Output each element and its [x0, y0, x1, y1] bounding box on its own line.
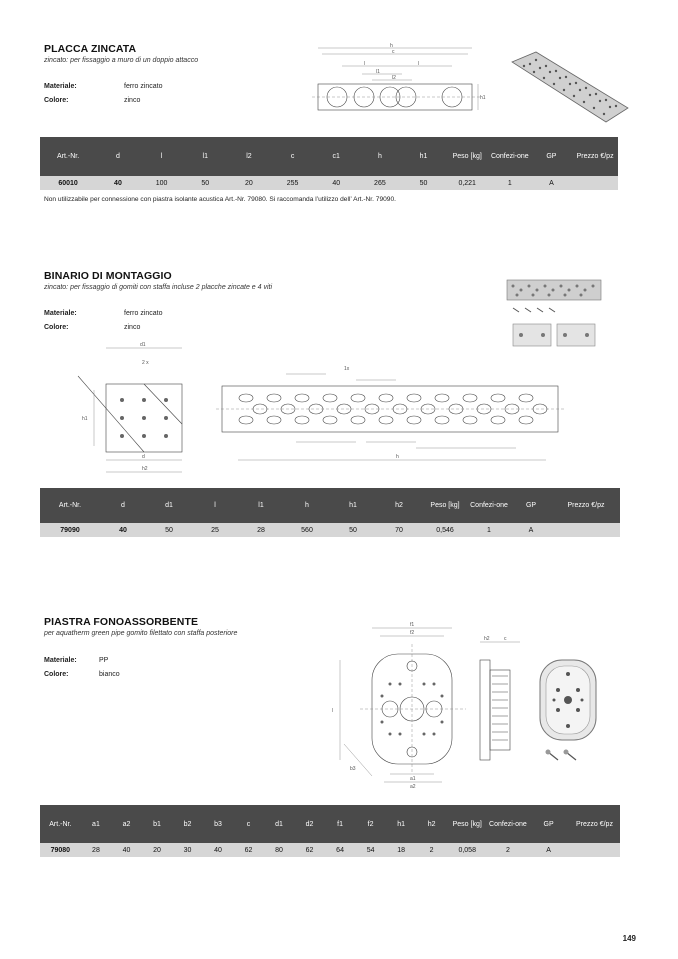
svg-text:l: l — [364, 61, 366, 67]
svg-text:1x: 1x — [344, 366, 350, 372]
spec-table-binario — [40, 488, 620, 537]
svg-text:a1: a1 — [410, 776, 416, 782]
page-number: 149 — [622, 934, 636, 943]
svg-text:d1: d1 — [140, 342, 146, 348]
spec-table-placca — [40, 137, 618, 190]
prop-color: Colore: bianco — [44, 671, 120, 678]
svg-text:h1: h1 — [82, 416, 88, 422]
piastra-product-image — [536, 656, 606, 768]
section-title: PIASTRA FONOASSORBENTE — [44, 616, 199, 628]
table-header-row: Art.-Nr. d d1 l l1 h h1 h2 Peso [kg] Confezi-one GP Prezzo €/pz — [40, 488, 620, 523]
table-row: 79090 40 50 25 28 560 50 70 0,546 1 A — [40, 523, 620, 537]
svg-text:l: l — [418, 61, 420, 67]
table-row: 60010 40 100 50 20 255 40 265 50 0,221 1 A — [40, 176, 618, 190]
table-row: 79080 28 40 20 30 40 62 80 62 64 54 18 2 0,058 2 A — [40, 843, 620, 857]
svg-text:c: c — [504, 636, 507, 642]
section-subtitle: per aquatherm green pipe gomito filettato con staffa posteriore — [44, 630, 238, 637]
binario-rail-drawing — [216, 360, 576, 470]
section-subtitle: zincato: per fissaggio a muro di un doppio attacco — [44, 57, 199, 64]
placca-product-image — [510, 50, 630, 125]
section-piastra-fonoassorbente — [44, 616, 237, 637]
prop-color: Colore: zinco — [44, 97, 141, 104]
prop-color: Colore: zinco — [44, 324, 141, 331]
table-header-row: Art.-Nr. a1 a2 b1 b2 b3 c d1 d2 f1 f2 h1 h2 Peso [kg] Confezi-one GP Prezzo €/pz — [40, 805, 620, 843]
svg-text:h1: h1 — [480, 95, 486, 101]
svg-text:f2: f2 — [410, 630, 415, 636]
placca-drawing — [312, 40, 492, 122]
section-title: BINARIO DI MONTAGGIO — [44, 270, 172, 282]
section-title: PLACCA ZINCATA — [44, 43, 137, 55]
prop-material: Materiale: ferro zincato — [44, 83, 163, 90]
svg-text:l: l — [332, 708, 334, 714]
prop-material: Materiale: ferro zincato — [44, 310, 163, 317]
svg-text:h2: h2 — [142, 466, 148, 472]
svg-text:f1: f1 — [410, 622, 415, 628]
svg-text:h: h — [396, 454, 399, 460]
svg-text:a2: a2 — [410, 784, 416, 790]
table-header-row: Art.-Nr. d l l1 l2 c c1 h h1 Peso [kg] Confezi-one GP Prezzo €/pz — [40, 137, 618, 176]
svg-text:h: h — [390, 43, 393, 49]
svg-text:l1: l1 — [376, 69, 380, 75]
binario-bracket-drawing — [70, 340, 210, 480]
section-subtitle: zincato: per fissaggio di gomiti con staffa incluse 2 placche zincate e 4 viti — [44, 284, 273, 291]
binario-product-image — [505, 278, 605, 350]
svg-text:2 x: 2 x — [142, 360, 149, 366]
svg-text:c: c — [392, 49, 395, 55]
svg-text:l2: l2 — [392, 75, 396, 81]
svg-text:b3: b3 — [350, 766, 356, 772]
spec-table-piastra — [40, 805, 620, 857]
svg-text:h2: h2 — [484, 636, 490, 642]
prop-material: Materiale: PP — [44, 657, 109, 664]
svg-text:d: d — [142, 454, 145, 460]
section-binario-montaggio — [44, 270, 272, 291]
piastra-drawing — [320, 620, 530, 790]
section-note: Non utilizzabile per connessione con piastra isolante acustica Art.-Nr. 79080. Si raccomanda l’utilizzo dell’ Art.-Nr. 79090. — [44, 196, 396, 203]
section-placca-zincata — [44, 43, 198, 64]
